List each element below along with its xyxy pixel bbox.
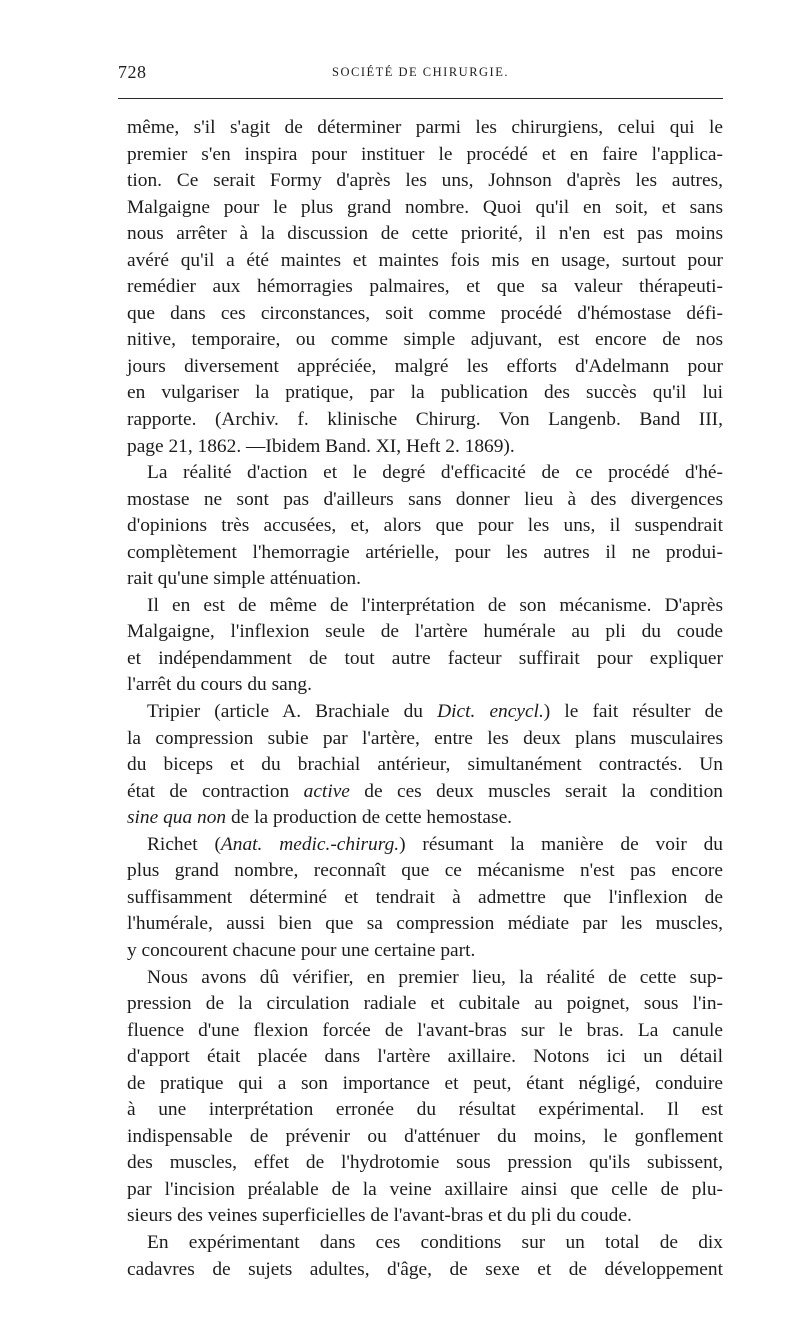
text-line: plus grand nombre, reconnaît que ce mécanisme n'est pas encore — [127, 860, 723, 882]
text-line: de pratique qui a son importance et peut, étant négligé, conduire — [127, 1072, 723, 1094]
italic-term: active — [303, 780, 350, 802]
text-line — [127, 805, 723, 832]
text-line: suffisamment déterminé et tendrait à admettre que l'inflexion de — [127, 886, 723, 908]
text-line: et indépendamment de tout autre facteur suffirait pour expliquer — [127, 647, 723, 669]
body-text — [127, 115, 723, 1283]
text-line: que dans ces circonstances, soit comme procédé d'hémostase défi- — [127, 302, 723, 324]
text-line: En expérimentant dans ces conditions sur un total de dix — [147, 1231, 723, 1253]
text-line — [127, 699, 723, 726]
text-line: mostase ne sont pas d'ailleurs sans donner lieu à des divergences — [127, 488, 723, 510]
text-line: nous arrêter à la discussion de cette priorité, il n'en est pas moins — [127, 223, 723, 245]
text-line: d'apport était placée dans l'artère axillaire. Notons ici un détail — [127, 1046, 723, 1068]
text-line: indispensable de prévenir ou d'atténuer du moins, le gonflement — [127, 1125, 723, 1147]
text-line: premier s'en inspira pour instituer le procédé et en faire l'applica- — [127, 143, 723, 165]
text-line: complètement l'hemorragie artérielle, pour les autres il ne produi- — [127, 541, 723, 563]
text-line: l'arrêt du cours du sang. — [127, 674, 312, 696]
text-segment: Tripier (article A. Brachiale du — [147, 701, 423, 723]
text-line: remédier aux hémorragies palmaires, et que sa valeur thérapeuti- — [127, 276, 723, 298]
text-line: Nous avons dû vérifier, en premier lieu, la réalité de cette sup- — [147, 966, 723, 988]
running-title: SOCIÉTÉ DE CHIRURGIE. — [332, 65, 509, 79]
text-line: rait qu'une simple atténuation. — [127, 568, 361, 590]
header-rule — [118, 98, 723, 99]
text-line: Malgaigne, l'inflexion seule de l'artère humérale au pli du coude — [127, 621, 723, 643]
text-line: du biceps et du brachial antérieur, simultanément contractés. Un — [127, 754, 723, 776]
text-line: par l'incision préalable de la veine axillaire ainsi que celle de plu- — [127, 1178, 723, 1200]
text-line: page 21, 1862. —Ibidem Band. XI, Heft 2. 1869). — [127, 435, 515, 457]
page-header — [118, 62, 723, 88]
text-line: Il en est de même de l'interprétation de son mécanisme. D'après — [147, 594, 723, 616]
text-line — [127, 832, 723, 859]
text-line: pression de la circulation radiale et cubitale au poignet, sous l'in- — [127, 993, 723, 1015]
text-line: la compression subie par l'artère, entre les deux plans musculaires — [127, 727, 723, 749]
text-line: jours diversement appréciée, malgré les efforts d'Adelmann pour — [127, 355, 723, 377]
text-line: sieurs des veines superficielles de l'avant-bras et du pli du coude. — [127, 1205, 632, 1227]
italic-term: sine qua non — [127, 807, 227, 829]
text-line: y concourent chacune pour une certaine part. — [127, 939, 476, 961]
text-line: en vulgariser la pratique, par la publication des succès qu'il lui — [127, 382, 723, 404]
text-line: avéré qu'il a été maintes et maintes fois mis en usage, surtout pour — [127, 249, 723, 271]
text-line: La réalité d'action et le degré d'efficacité de ce procédé d'hé- — [147, 462, 723, 484]
text-line — [127, 779, 723, 806]
text-segment: Richet ( — [147, 833, 221, 855]
text-segment: de la production de cette hemostase. — [230, 807, 513, 829]
italic-title: Anat. medic.-chirurg. — [220, 833, 400, 855]
text-line: tion. Ce serait Formy d'après les uns, Johnson d'après les autres, — [127, 170, 723, 192]
italic-title: Dict. encycl. — [437, 701, 544, 723]
page-number: 728 — [118, 62, 147, 82]
text-segment: de ces deux muscles serait la condition — [364, 780, 723, 802]
text-segment: ) résumant la manière de voir du — [399, 833, 724, 855]
text-line: des muscles, effet de l'hydrotomie sous pression qu'ils subissent, — [127, 1152, 723, 1174]
text-line: Malgaigne pour le plus grand nombre. Quoi qu'il en soit, et sans — [127, 196, 723, 218]
text-line: d'opinions très accusées, et, alors que pour les uns, il suspendrait — [127, 515, 723, 537]
text-line: fluence d'une flexion forcée de l'avant-bras sur le bras. La canule — [127, 1019, 723, 1041]
text-line: l'humérale, aussi bien que sa compression médiate par les muscles, — [127, 913, 723, 935]
text-line: cadavres de sujets adultes, d'âge, de sexe et de développement — [127, 1258, 723, 1280]
text-line: même, s'il s'agit de déterminer parmi les chirurgiens, celui qui le — [127, 117, 723, 138]
text-segment: état de contraction — [127, 780, 290, 802]
text-line: à une interprétation erronée du résultat expérimental. Il est — [127, 1099, 723, 1121]
text-line: rapporte. (Archiv. f. klinische Chirurg. Von Langenb. Band III, — [127, 409, 723, 431]
text-segment: ) le fait résulter de — [543, 701, 723, 723]
text-line: nitive, temporaire, ou comme simple adjuvant, est encore de nos — [127, 329, 723, 351]
